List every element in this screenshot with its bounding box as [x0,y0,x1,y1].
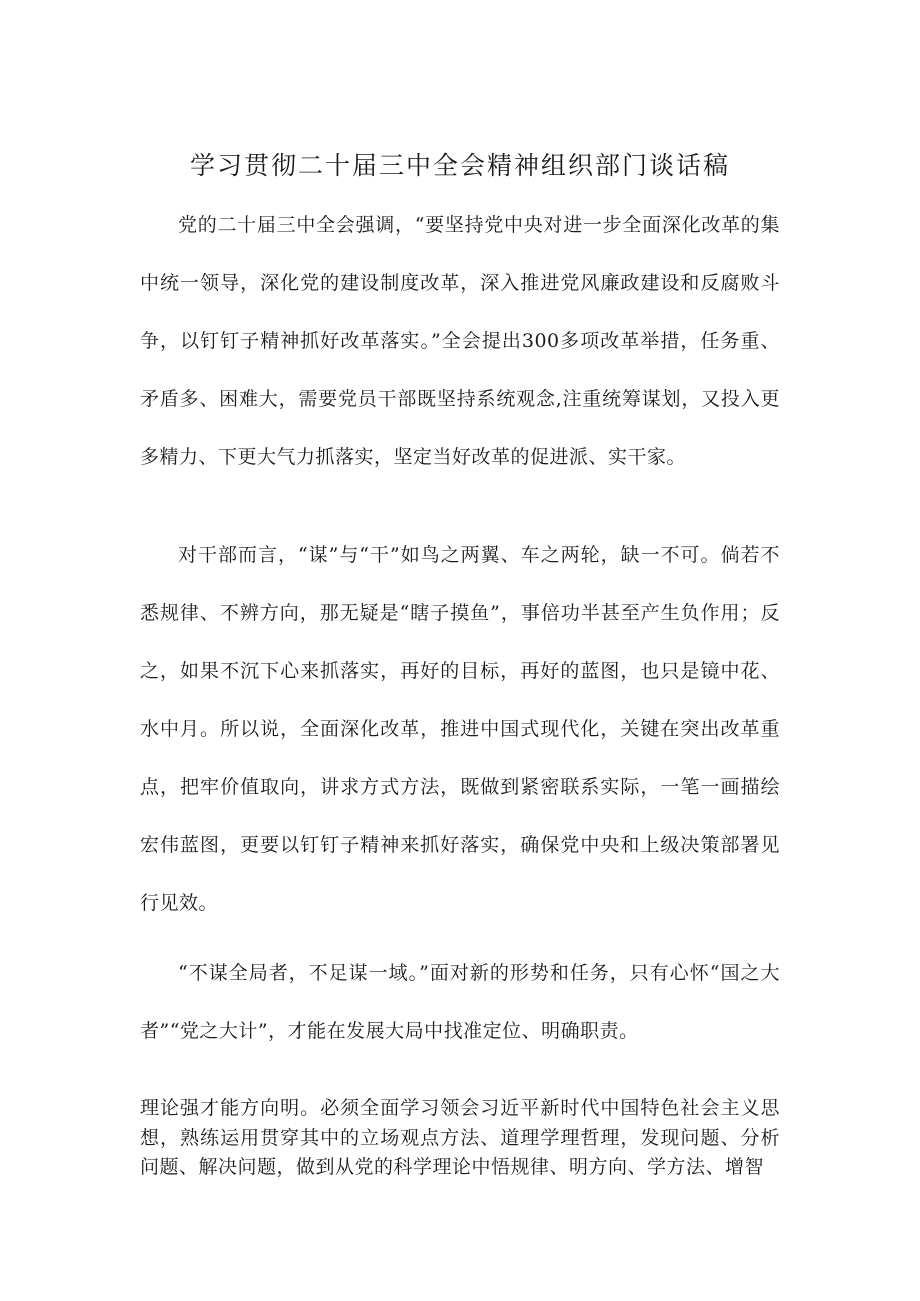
document-title: 学习贯彻二十届三中全会精神组织部门谈话稿 [189,151,730,180]
paragraph-1: 党的二十届三中全会强调，“要坚持党中央对进一步全面深化改革的集中统一领导，深化党的建设制度改革，深入推进党风廉政建设和反腐败斗争，以钉钉子精神抓好改革落实。”全会提出300多项改革举措，任务重、矛盾多、困难大，需要党员干部既坚持系统观念,注重统筹谋划，又投入更多精力、下更大气力抓落实，坚定当好改革的促进派、实干家。 [140,214,780,468]
paragraph-4: 理论强才能方向明。必须全面学习领会习近平新时代中国特色社会主义思想，熟练运用贯穿其中的立场观点方法、道理学理哲理，发现问题、分析问题、解决问题，做到从党的科学理论中悟规律、明方向、学方法、增智 [140,1097,780,1178]
paragraph-2: 对干部而言，“谋”与“干”如鸟之两翼、车之两轮，缺一不可。倘若不悉规律、不辨方向，那无疑是“瞎子摸鱼”，事倍功半甚至产生负作用；反之，如果不沉下心来抓落实，再好的目标，再好的蓝图，也只是镜中花、水中月。所以说，全面深化改革，推进中国式现代化，关键在突出改革重点，把牢价值取向，讲求方式方法，既做到紧密联系实际，一笔一画描绘宏伟蓝图，更要以钉钉子精神来抓好落实，确保党中央和上级决策部署见行见效。 [140,544,780,914]
paragraph-3: “不谋全局者，不足谋一域。”面对新的形势和任务，只有心怀“国之大者”“党之大计”，才能在发展大局中找准定位、明确职责。 [140,962,780,1042]
